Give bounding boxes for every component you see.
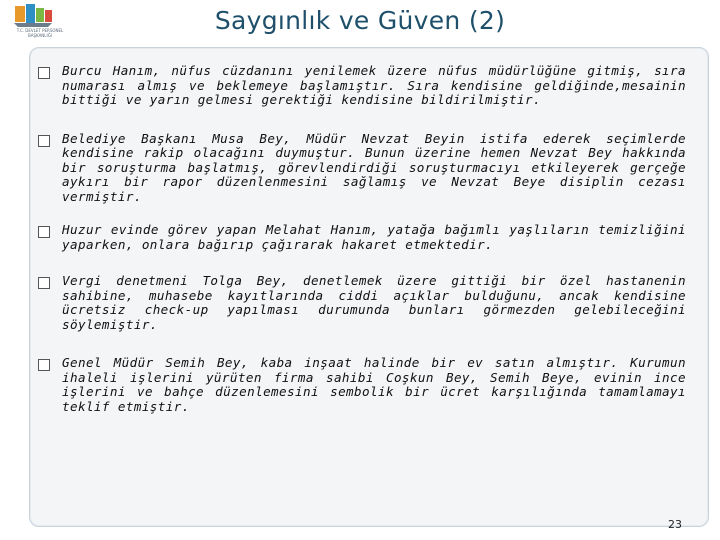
list-item: [38, 356, 686, 414]
bullet-text: Huzur evinde görev yapan Melahat Hanım, yatağa bağımlı yaşlıların temizliğini yaparken, onlara bağırıp çağırarak hakaret etmektedir.: [62, 222, 686, 252]
list-item: [38, 132, 686, 205]
ministry-logo-icon: [4, 2, 64, 44]
bullet-list: [38, 64, 686, 432]
checkbox-bullet-icon: [38, 226, 56, 238]
checkbox-bullet-icon: [38, 359, 56, 371]
list-item: [38, 274, 686, 332]
bullet-text: Belediye Başkanı Musa Bey, Müdür Nevzat Beyin istifa ederek seçimlerde kendisine rakip olacağını duymuştur. Bunun üzerine hemen Nevzat Bey hakkında bir soruşturma başlatmış, görevlendirdiği soruşturmacıyı etkileyerek gerçeğe aykırı bir rapor düzenlenmesini sağlamış ve Nevzat Beye disiplin cezası vermiştir.: [62, 130, 686, 204]
page-number: 23: [668, 518, 682, 531]
bullet-text: Burcu Hanım, nüfus cüzdanını yenilemek üzere nüfus müdürlüğüne gitmiş, sıra numarası almış ve beklemeye başlamıştır. Sıra kendisine geldiğinde,mesainin bittiği ve yarın gelmesi gerektiği kendisine bildirilmiştir.: [62, 63, 686, 107]
checkbox-bullet-icon: [38, 135, 56, 147]
bullet-text: Vergi denetmeni Tolga Bey, denetlemek üzere gittiği bir özel hastanenin sahibine, muhasebe kayıtlarında ciddi açıklar bulduğunu, ancak kendisine ücretsiz check-up yapılması durumunda bunları görmezden gelebileceğini söylemiştir.: [62, 273, 686, 332]
slide-title: Saygınlık ve Güven (2): [214, 6, 506, 35]
list-item: [38, 223, 686, 252]
list-item: [38, 64, 686, 108]
logo-caption: T.C. DEVLET PERSONEL BAŞKANLIĞI: [16, 28, 64, 38]
checkbox-bullet-icon: [38, 277, 56, 289]
checkbox-bullet-icon: [38, 67, 56, 79]
bullet-text: Genel Müdür Semih Bey, kaba inşaat halinde bir ev satın almıştır. Kurumun ihaleli işlerini yürüten firma sahibi Coşkun Bey, Semih Beye, evinin ince işlerini ve bahçe düzenlemesini sembolik bir ücret karşılığında tamamlamayı teklif etmiştir.: [62, 355, 686, 414]
